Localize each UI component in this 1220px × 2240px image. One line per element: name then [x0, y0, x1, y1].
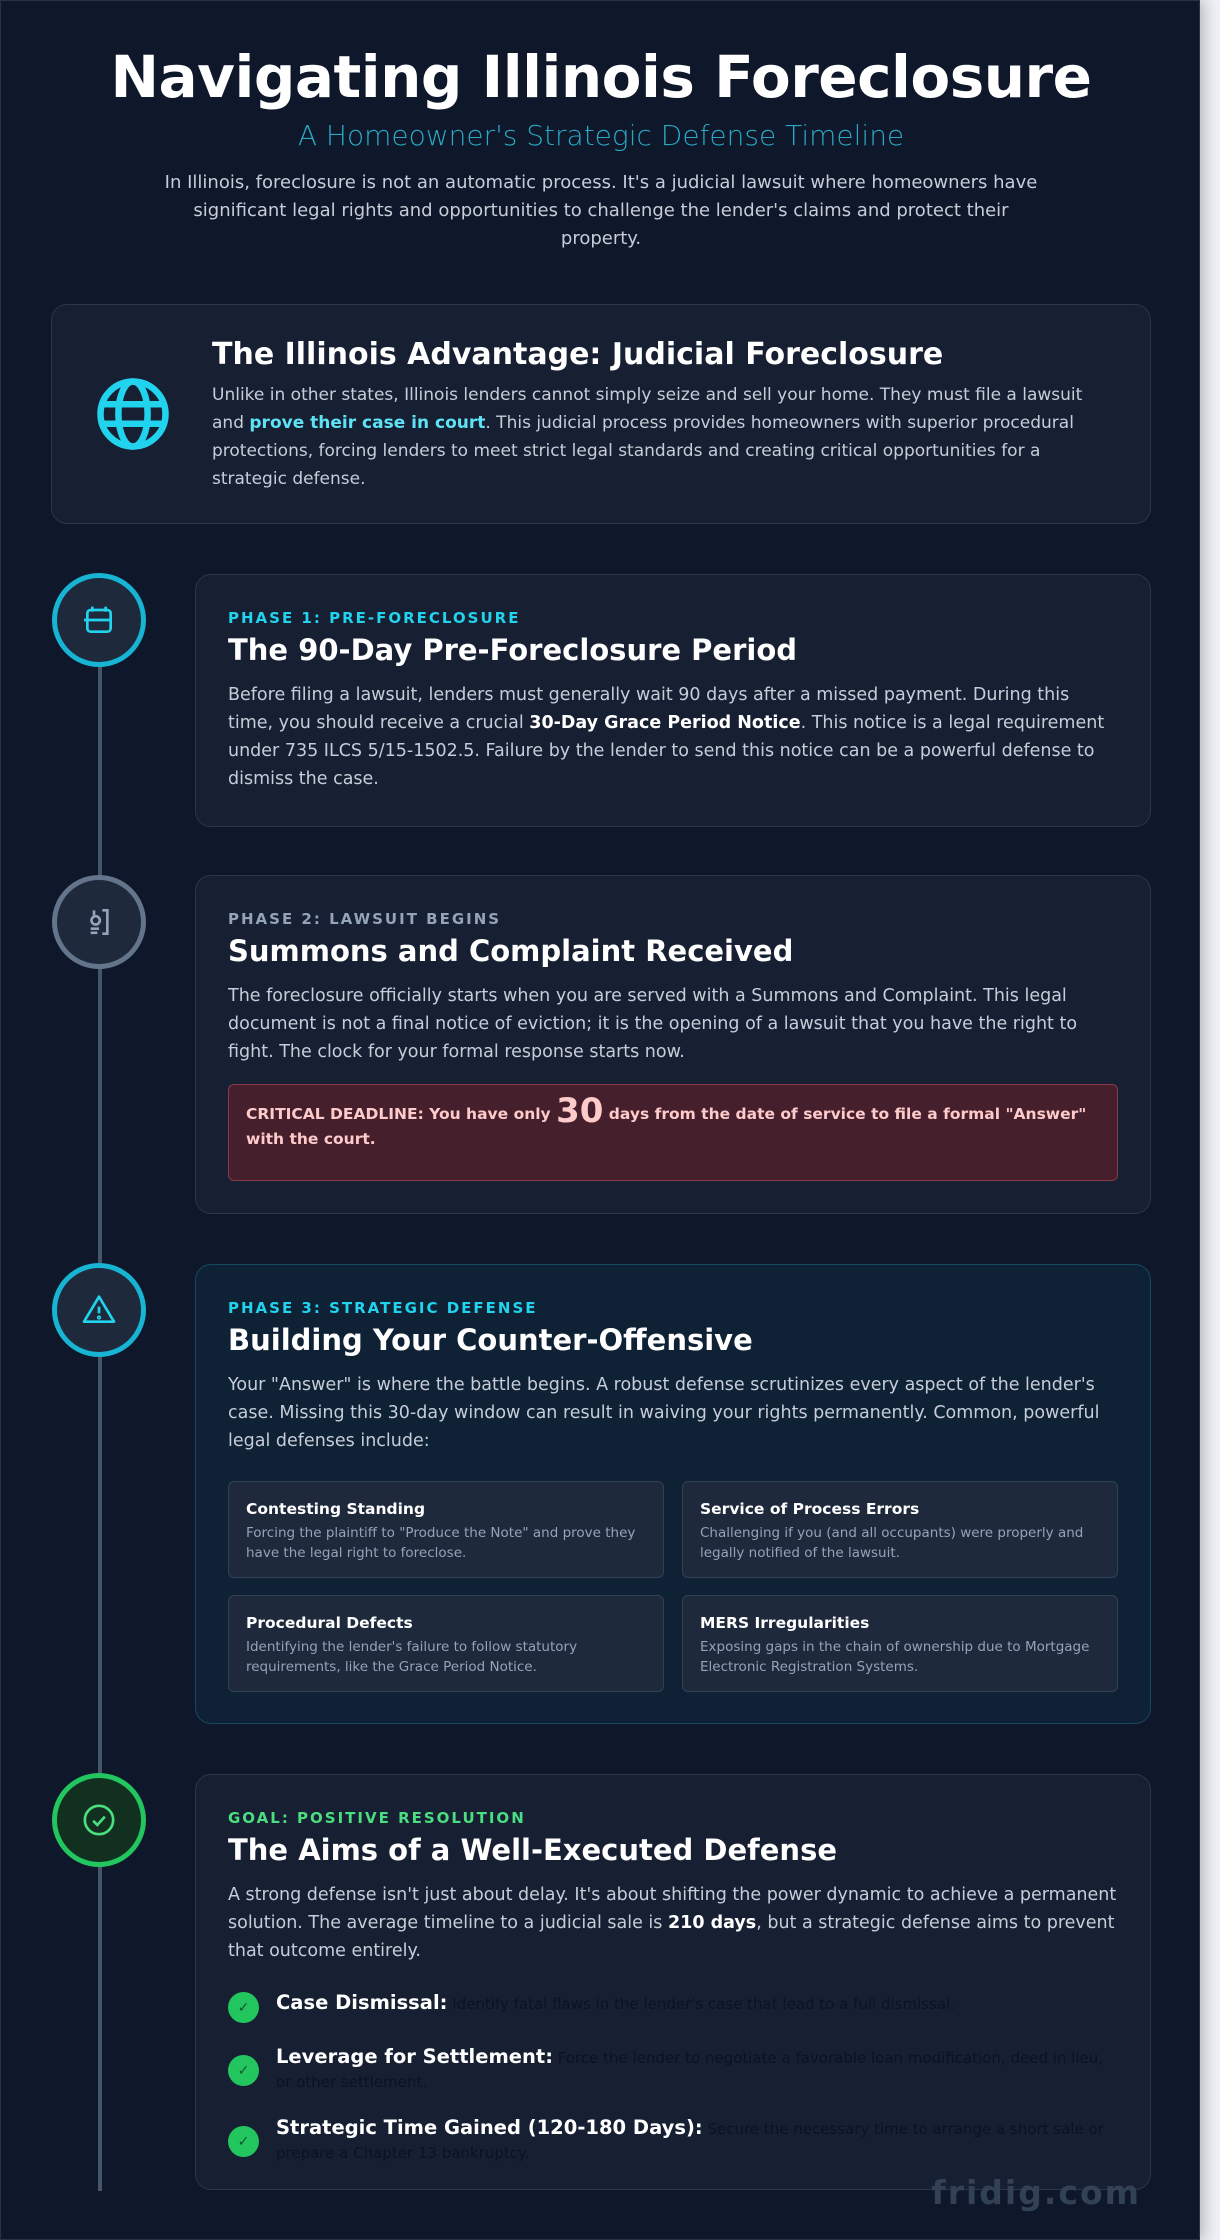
page-title: Navigating Illinois Foreclosure — [110, 43, 1092, 111]
phase-label: PHASE 3: STRATEGIC DEFENSE — [228, 1299, 538, 1317]
check-icon: ✓ — [228, 1992, 259, 2023]
check-icon: ✓ — [228, 2055, 259, 2086]
defense-item: MERS Irregularities Exposing gaps in the chain of ownership due to Mortgage Electronic Registration Systems. — [682, 1595, 1118, 1692]
goal-card — [195, 1774, 1151, 2190]
aim-item: ✓ Case Dismissal: Identify fatal flaws in the lender's case that lead to a full dismissal. — [228, 1991, 1118, 2023]
aim-item: ✓ Strategic Time Gained (120-180 Days): Secure the necessary time to arrange a short sale or prepare a Chapter 13 bankruptcy. — [228, 2116, 1118, 2165]
phase-1-marker — [52, 573, 146, 667]
phase-2-card — [195, 875, 1151, 1214]
defense-item: Contesting Standing Forcing the plaintiff to "Produce the Note" and prove they have the legal right to foreclose. — [228, 1481, 664, 1578]
phase-title: Summons and Complaint Received — [228, 934, 794, 968]
phase-label: PHASE 1: PRE-FORECLOSURE — [228, 609, 521, 627]
timeline-line — [98, 621, 102, 2191]
phase-title: The Aims of a Well-Executed Defense — [228, 1833, 837, 1867]
phase-3-marker — [52, 1263, 146, 1357]
advantage-card — [51, 304, 1151, 524]
phase-title: Building Your Counter-Offensive — [228, 1323, 753, 1357]
defense-item: Procedural Defects Identifying the lender's failure to follow statutory requirements, like the Grace Period Notice. — [228, 1595, 664, 1692]
aim-item: ✓ Leverage for Settlement: Force the lender to negotiate a favorable loan modification, deed in lieu, or other settlement. — [228, 2045, 1118, 2094]
check-circle-icon — [79, 1800, 119, 1840]
document-person-icon — [79, 902, 119, 942]
phase-text: The foreclosure officially starts when you are served with a Summons and Complaint. This legal document is not a final notice of eviction; it is the opening of a lawsuit that you have the right to fight. The clock for your formal response starts now. — [228, 986, 1078, 1062]
phase-label: GOAL: POSITIVE RESOLUTION — [228, 1809, 526, 1827]
advantage-title: The Illinois Advantage: Judicial Foreclosure — [212, 337, 944, 372]
calendar-icon — [79, 600, 119, 640]
intro-text: In Illinois, foreclosure is not an automatic process. It's a judicial lawsuit where homeowners have significant legal rights and opportunities to challenge the lender's claims and protect their property. — [164, 172, 1038, 249]
phase-text: A strong defense isn't just about delay. It's about shifting the power dynamic to achieve a permanent solution. The average timeline to a judicial sale is 210 days, but a strategic defense aims to prevent that outcome entirely. — [228, 1885, 1117, 1961]
watermark: fridig.com — [931, 2173, 1141, 2212]
defenses-grid — [228, 1481, 1118, 1692]
advantage-text: Unlike in other states, Illinois lenders cannot simply seize and sell your home. They must file a lawsuit and prove their case in court. This judicial process provides homeowners with superior procedural protections, forcing lenders to meet strict legal standards and creating critical opportunities for a strategic defense. — [212, 385, 1083, 489]
page-subtitle: A Homeowner's Strategic Defense Timeline — [297, 119, 905, 152]
phase-1-card — [195, 574, 1151, 827]
phase-2-marker — [52, 875, 146, 969]
critical-deadline-alert: CRITICAL DEADLINE: You have only 30 days from the date of service to file a formal "Answer" with the court. — [228, 1084, 1118, 1181]
check-icon: ✓ — [228, 2126, 259, 2157]
phase-3-card — [195, 1264, 1151, 1724]
defense-item: Service of Process Errors Challenging if you (and all occupants) were properly and legally notified of the lawsuit. — [682, 1481, 1118, 1578]
goal-marker — [52, 1773, 146, 1867]
globe-icon — [94, 375, 172, 453]
warning-icon — [79, 1290, 119, 1330]
deadline-days: 30 — [556, 1091, 604, 1131]
aims-list — [228, 1991, 1118, 2187]
advantage-highlight: prove their case in court — [249, 413, 486, 433]
phase-label: PHASE 2: LAWSUIT BEGINS — [228, 910, 502, 928]
phase-text: Your "Answer" is where the battle begins. A robust defense scrutinizes every aspect of the lender's case. Missing this 30-day window can result in waiving your rights permanently. Common, powerful legal defenses include: — [228, 1375, 1100, 1451]
phase-text: Before filing a lawsuit, lenders must generally wait 90 days after a missed payment. During this time, you should receive a crucial 30-Day Grace Period Notice. This notice is a legal requirement under 735 ILCS 5/15-1502.5. Failure by the lender to send this notice can be a powerful defense to dismiss the case. — [228, 685, 1105, 789]
phase-title: The 90-Day Pre-Foreclosure Period — [228, 633, 797, 667]
